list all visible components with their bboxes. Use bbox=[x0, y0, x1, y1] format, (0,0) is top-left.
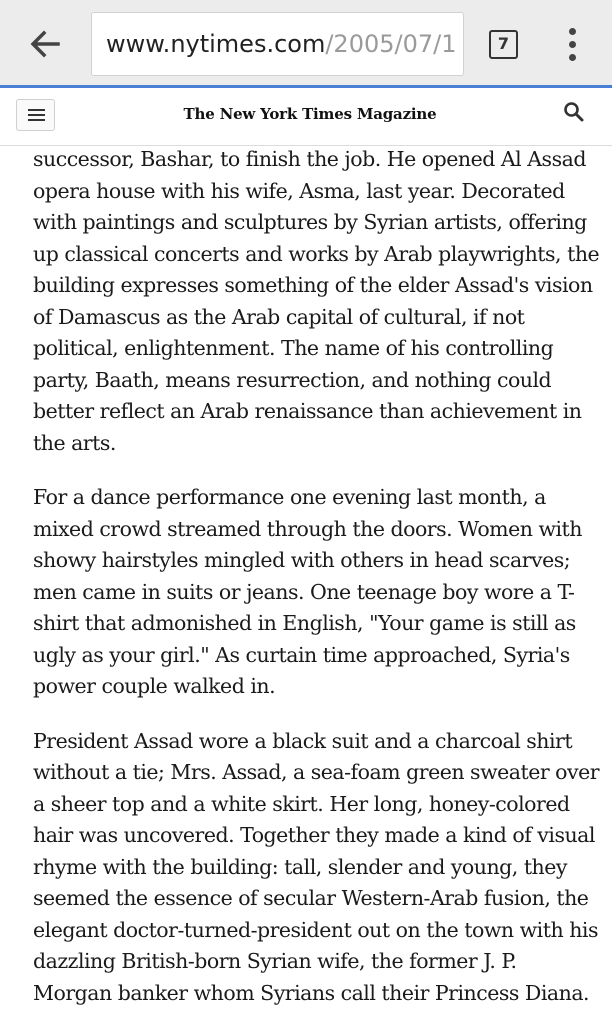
hamburger-line bbox=[28, 109, 45, 111]
back-button[interactable] bbox=[22, 24, 70, 64]
more-vert-icon[interactable] bbox=[558, 26, 588, 64]
address-bar[interactable] bbox=[91, 12, 464, 76]
url-path: /2005/07/1 bbox=[325, 30, 457, 58]
hamburger-icon[interactable] bbox=[16, 99, 55, 131]
article-paragraph: successor, Bashar, to finish the job. He opened Al Assad opera house with his wife, Asma, last year. Decorated with paintings and sculptures by Syrian artists, offering up classical concerts and works by Arab playwrights, the building expresses something of the elder Assad's vision of Damascus as the Arab capital of cultural, if not political, enlightenment. The name of his controlling party, Baath, means resurrection, and nothing could better reflect an Arab renaissance than achievement in the arts. bbox=[33, 147, 600, 455]
menu-dot bbox=[569, 41, 576, 48]
hamburger-line bbox=[28, 119, 45, 121]
search-icon[interactable] bbox=[562, 100, 586, 124]
hamburger-line bbox=[28, 114, 45, 116]
article-body bbox=[33, 144, 605, 1024]
browser-toolbar bbox=[0, 0, 612, 88]
menu-dot bbox=[569, 54, 576, 61]
menu-dot bbox=[569, 28, 576, 35]
masthead-logo[interactable]: The New York Times Magazine bbox=[183, 105, 437, 123]
site-header bbox=[0, 91, 612, 146]
url-domain: www.nytimes.com bbox=[106, 30, 326, 58]
article-paragraph: For a dance performance one evening last month, a mixed crowd streamed through the doors. Women with showy hairstyles mingled with others in head scarves; men came in suits or jeans. One teenage boy wore a T- shirt that admonished in English, "Your game is still as ugly as your girl." As curtain time approached, Syria's power couple walked in. bbox=[33, 485, 582, 698]
arrow-left-icon bbox=[22, 24, 70, 64]
article-paragraph: President Assad wore a black suit and a charcoal shirt without a tie; Mrs. Assad, a sea-foam green sweater over a sheer top and a white skirt. Her long, honey-colored hair was uncovered. Together they made a kind of visual rhyme with the building: tall, slender and young, they seemed the essence of secular Western-Arab fusion, the elegant doctor-turned-president out on the town with his dazzling British-born Syrian wife, the former J. P. Morgan banker whom Syrians call their Princess Diana. bbox=[33, 728, 600, 1005]
tab-switcher-button[interactable]: 7 bbox=[489, 30, 518, 59]
